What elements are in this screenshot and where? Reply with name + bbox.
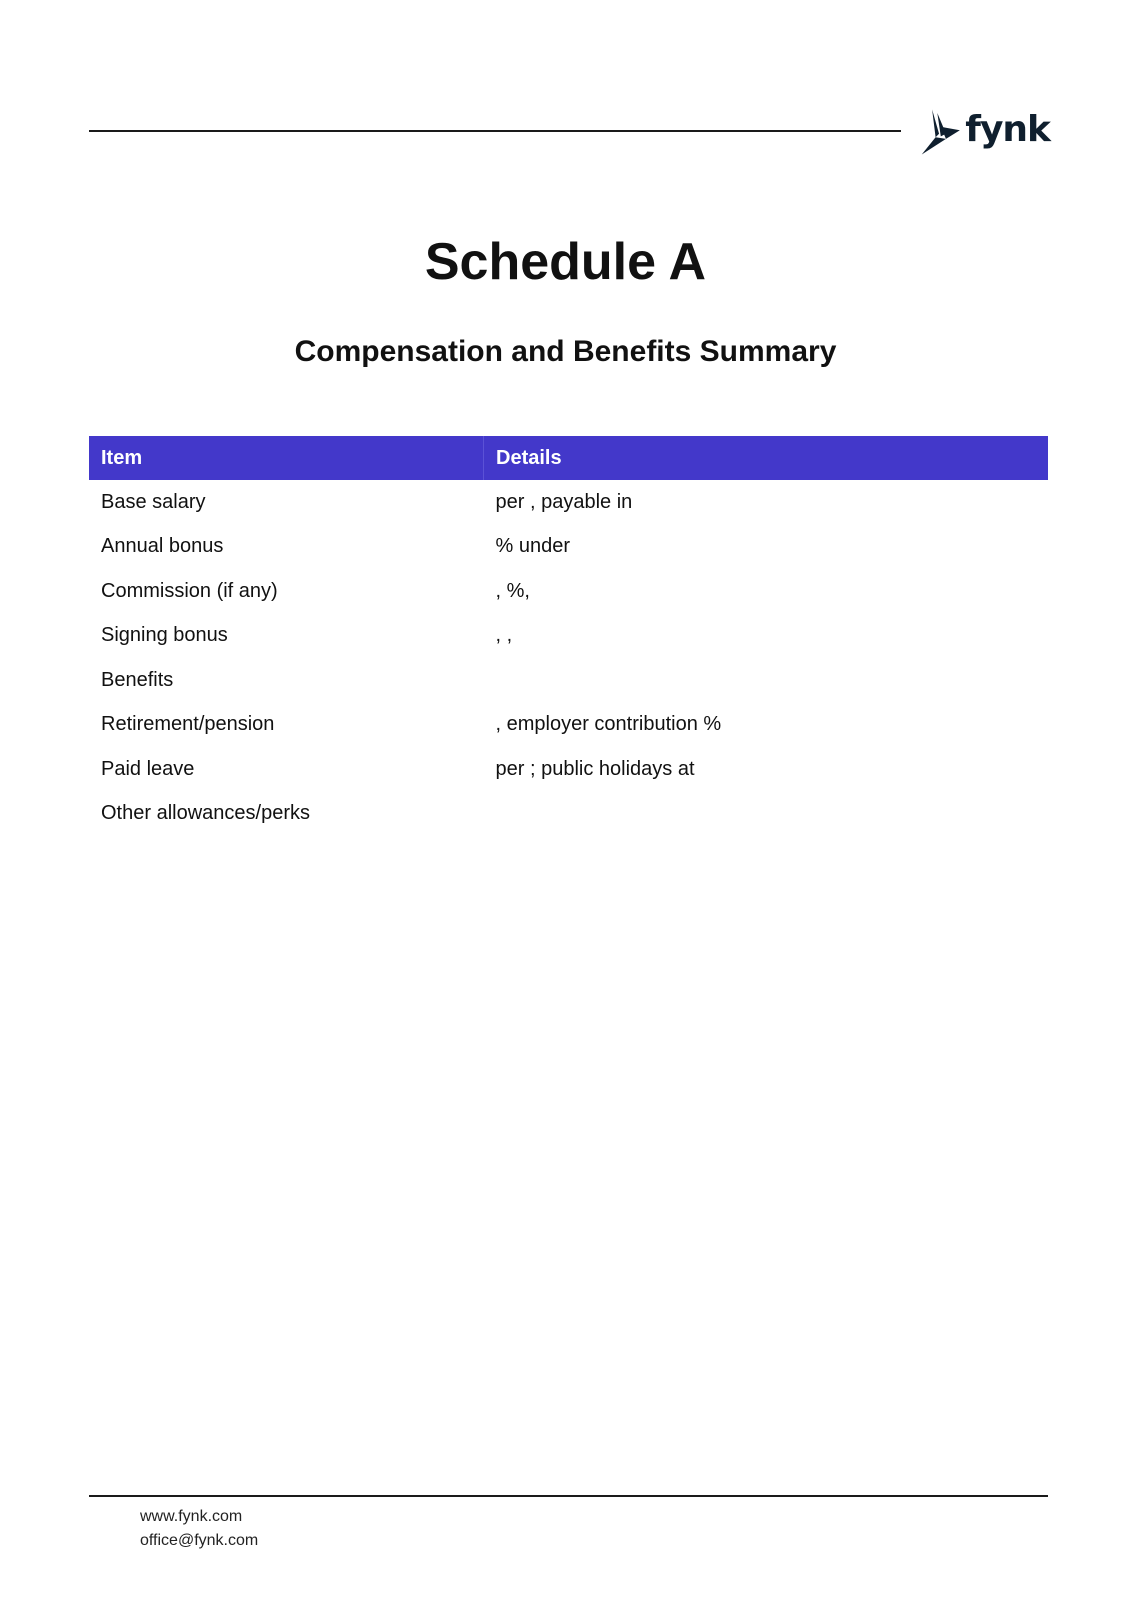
- page-subtitle: Compensation and Benefits Summary: [294, 335, 837, 368]
- table-row: [89, 703, 1048, 748]
- item-cell: Other allowances/perks: [101, 802, 310, 825]
- table-row: [89, 569, 1048, 614]
- item-cell: Paid leave: [101, 757, 195, 780]
- details-cell: , %,: [495, 579, 530, 602]
- header-divider: [89, 130, 901, 132]
- details-cell: per , payable in: [495, 490, 633, 513]
- item-cell: Retirement/pension: [101, 713, 275, 736]
- table-header-row: [89, 436, 1048, 480]
- brand-logo: [920, 104, 1050, 160]
- item-cell: Base salary: [101, 490, 206, 513]
- details-cell: , ,: [495, 624, 513, 647]
- table-row: [89, 658, 1048, 703]
- bird-logo-icon: [920, 104, 963, 160]
- footer-email-link[interactable]: office@fynk.com: [140, 1532, 259, 1549]
- column-header-item: Item: [89, 436, 484, 480]
- item-cell: Commission (if any): [101, 579, 278, 602]
- table-row: [89, 480, 1048, 525]
- footer-website-link[interactable]: www.fynk.com: [140, 1508, 243, 1525]
- table-row: [89, 525, 1048, 570]
- item-cell: Signing bonus: [101, 624, 228, 647]
- table-row: [89, 747, 1048, 792]
- table-row: [89, 792, 1048, 837]
- details-cell: % under: [495, 535, 570, 558]
- item-cell: Benefits: [101, 668, 174, 691]
- brand-wordmark: fynk: [965, 108, 1050, 150]
- details-cell: , employer contribution %: [495, 713, 722, 736]
- details-cell: [484, 792, 1049, 837]
- footer-divider: [89, 1495, 1048, 1497]
- item-cell: Annual bonus: [101, 535, 224, 558]
- details-cell: [484, 658, 1049, 703]
- compensation-table: [89, 436, 1048, 836]
- column-header-details: Details: [484, 436, 1049, 480]
- page-title: Schedule A: [424, 233, 707, 291]
- details-cell: per ; public holidays at: [495, 757, 695, 780]
- table-row: [89, 614, 1048, 659]
